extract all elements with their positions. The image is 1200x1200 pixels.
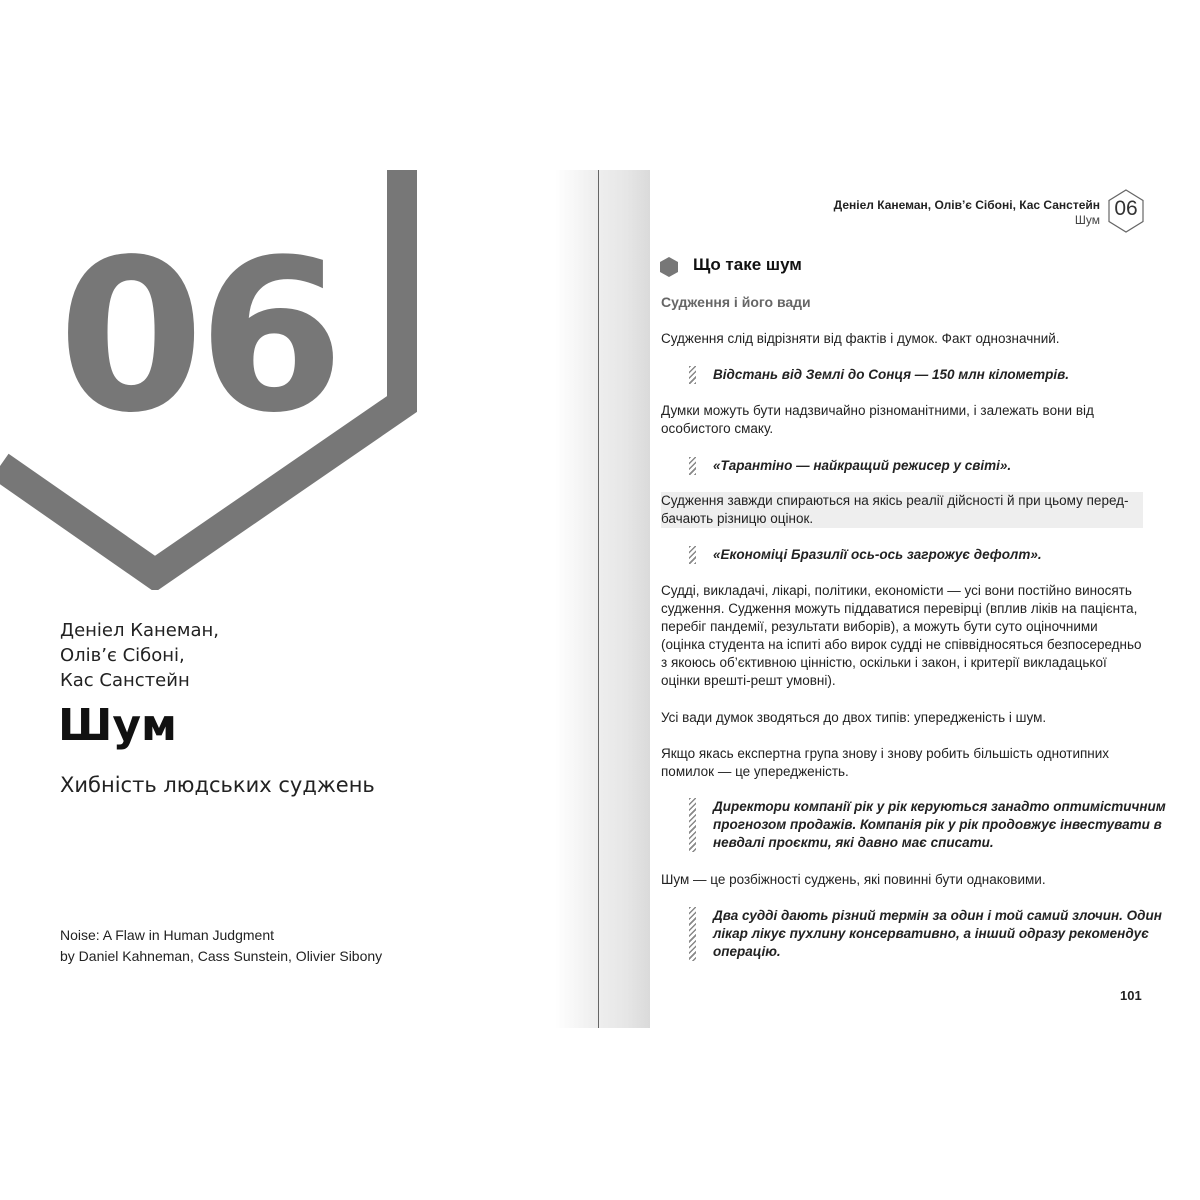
paragraph: Якщо якась експертна група знову і знову робить більшість однотипних помилок — це упередженість. (661, 746, 1110, 779)
right-page (555, 170, 1200, 1030)
quote-text: «Економіці Бразилії ось-ось загрожує дефолт». (713, 547, 1042, 562)
paragraph: Судді, викладачі, лікарі, політики, економісти — усі вони постійно виносять судження. Судження можуть піддаватися перевірці (вплив ліків на пацієнта, перебіг пандемії, результати виборів), а можуть бути суто оціночними (оцінка студента на іспиті або вирок судді не співвідносяться безпосередньо з якоюсь об’єктивною цінністю, оскільки і закон, і критерії викладацької оцінки врешті-решт умовні). (661, 583, 1142, 688)
chapter-number: 06 (58, 214, 339, 459)
quote (689, 798, 1167, 852)
original-title: Noise: A Flaw in Human Judgment (60, 927, 274, 943)
running-head-chapter-number: 06 (1114, 197, 1138, 220)
quote (689, 457, 1167, 475)
quote (689, 366, 1167, 384)
author-line: Деніел Канеман, (60, 620, 219, 641)
page-number: 101 (1120, 988, 1142, 1003)
paragraph: Усі вади думок зводяться до двох типів: упередженість і шум. (661, 710, 1047, 725)
running-head-title: Шум (1074, 213, 1100, 227)
book-subtitle: Хибність людських суджень (60, 773, 375, 797)
quote (689, 546, 1167, 564)
original-edition-info (60, 925, 382, 967)
quote-bar-icon (689, 457, 696, 475)
page-gutter-shadow (555, 170, 650, 1028)
hexagon-bullet-icon (660, 257, 678, 277)
quote-text: «Тарантіно — найкращий режисер у світі». (713, 458, 1012, 473)
book-title: Шум (58, 700, 178, 751)
quote-bar-icon (689, 798, 696, 852)
quote (689, 907, 1167, 961)
book-authors (60, 618, 219, 693)
running-head-authors: Деніел Канеман, Олів’є Сібоні, Кас Санстейн (833, 198, 1100, 212)
quote-text: Відстань від Землі до Сонця — 150 млн кілометрів. (713, 367, 1070, 382)
quote-bar-icon (689, 546, 696, 564)
author-line: Кас Санстейн (60, 670, 190, 691)
section-heading-text: Що таке шум (693, 255, 802, 274)
paragraph: Судження слід відрізняти від фактів і думок. Факт однозначний. (661, 331, 1060, 346)
author-line: Олів’є Сібоні, (60, 645, 185, 666)
paragraph: Думки можуть бути надзвичайно різноманітними, і залежать вони від особистого смаку. (661, 403, 1094, 436)
quote-text: Директори компанії рік у рік керуються занадто оптимістичним прогнозом продажів. Компанія рік у рік продовжує інвестувати в невдалі проєкти, які давно має списати. (713, 799, 1166, 850)
original-authors: by Daniel Kahneman, Cass Sunstein, Olivier Sibony (60, 948, 383, 964)
left-page (0, 0, 560, 1200)
quote-bar-icon (689, 366, 696, 384)
paragraph: Шум — це розбіжності суджень, які повинні бути однаковими. (661, 872, 1046, 887)
page-fold-line (598, 170, 599, 1028)
running-head (834, 198, 1100, 228)
subheading: Судження і його вади (661, 294, 811, 310)
quote-text: Два судді дають різний термін за один і той самий злочин. Один лікар лікує пухлину консервативно, а інший одразу рекомендує операцію. (713, 908, 1162, 959)
paragraph: Судження завжди спираються на якісь реалії дійсності й при цьому передбачають різницю оцінок. (661, 492, 1143, 528)
quote-bar-icon (689, 907, 696, 961)
